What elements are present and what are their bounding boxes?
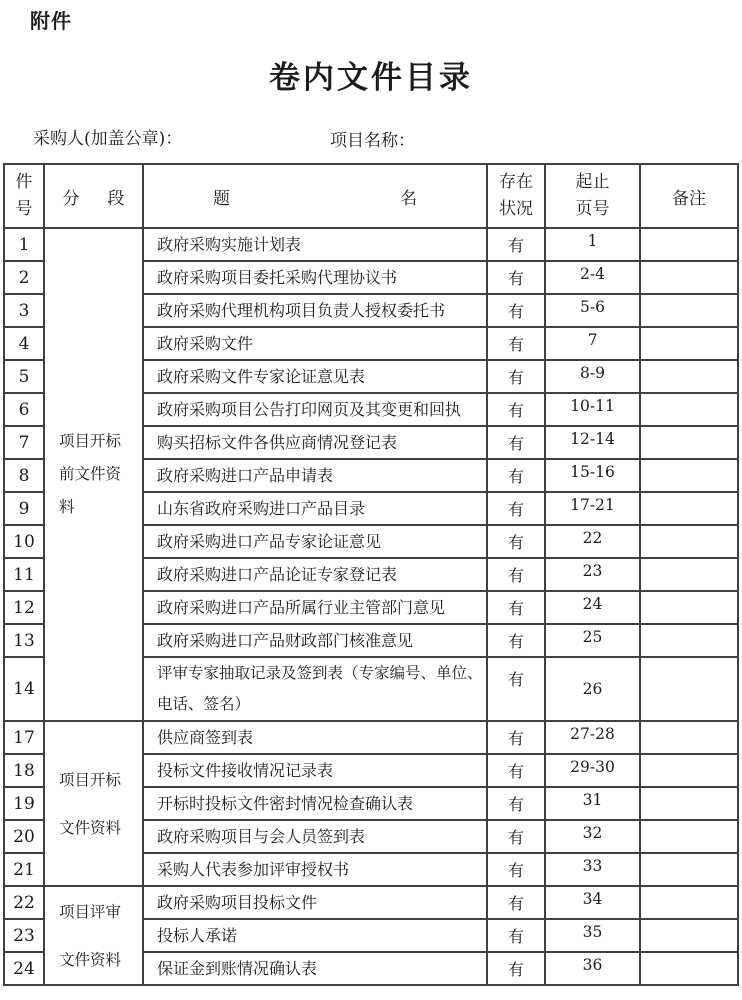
catalog-table-body xyxy=(4,228,738,985)
header-section xyxy=(44,164,143,228)
attachment-label: 附件 xyxy=(30,9,72,33)
title-cell: 政府采购项目公告打印网页及其变更和回执 xyxy=(143,393,487,426)
item-no-cell: 9 xyxy=(4,492,44,525)
note-cell xyxy=(640,886,738,919)
page-title: 卷内文件目录 xyxy=(269,60,473,96)
item-no-cell: 23 xyxy=(4,919,44,952)
status-cell: 有 xyxy=(487,228,545,261)
note-cell xyxy=(640,327,738,360)
pages-cell: 2-4 xyxy=(545,261,640,294)
status-cell: 有 xyxy=(487,327,545,360)
header-title xyxy=(143,164,487,228)
pages-cell: 25 xyxy=(545,624,640,657)
note-cell xyxy=(640,525,738,558)
note-cell xyxy=(640,558,738,591)
status-cell: 有 xyxy=(487,360,545,393)
header-item-no-line1: 件 xyxy=(15,172,33,192)
header-title-char1: 题 xyxy=(213,188,230,209)
title-cell: 政府采购代理机构项目负责人授权委托书 xyxy=(143,294,487,327)
title-cell: 采购人代表参加评审授权书 xyxy=(143,853,487,886)
title-cell: 开标时投标文件密封情况检查确认表 xyxy=(143,787,487,820)
header-status-line2: 状况 xyxy=(499,199,533,219)
header-item-no xyxy=(4,164,44,228)
header-title-char2: 名 xyxy=(400,188,417,209)
header-pages-line1: 起止 xyxy=(575,172,610,192)
note-cell xyxy=(640,754,738,787)
note-cell xyxy=(640,393,738,426)
pages-cell: 22 xyxy=(545,525,640,558)
title-cell: 评审专家抽取记录及签到表（专家编号、单位、电话、签名） xyxy=(143,657,487,721)
item-no-cell: 18 xyxy=(4,754,44,787)
title-cell: 政府采购项目与会人员签到表 xyxy=(143,820,487,853)
pages-cell: 36 xyxy=(545,952,640,985)
item-no-cell: 14 xyxy=(4,657,44,721)
title-cell: 供应商签到表 xyxy=(143,721,487,754)
item-no-cell: 22 xyxy=(4,886,44,919)
pages-cell: 27-28 xyxy=(545,721,640,754)
item-no-cell: 6 xyxy=(4,393,44,426)
table-row xyxy=(4,721,738,754)
pages-cell: 5-6 xyxy=(545,294,640,327)
status-cell: 有 xyxy=(487,492,545,525)
pages-cell: 23 xyxy=(545,558,640,591)
item-no-cell: 17 xyxy=(4,721,44,754)
pages-cell: 33 xyxy=(545,853,640,886)
pages-cell: 26 xyxy=(545,657,640,721)
pages-cell: 8-9 xyxy=(545,360,640,393)
note-cell xyxy=(640,228,738,261)
note-cell xyxy=(640,853,738,886)
item-no-cell: 1 xyxy=(4,228,44,261)
status-cell: 有 xyxy=(487,787,545,820)
note-cell xyxy=(640,426,738,459)
item-no-cell: 12 xyxy=(4,591,44,624)
status-cell: 有 xyxy=(487,558,545,591)
status-cell: 有 xyxy=(487,393,545,426)
note-cell xyxy=(640,787,738,820)
section-cell: 项目开标前文件资料 xyxy=(44,228,143,721)
pages-cell: 17-21 xyxy=(545,492,640,525)
status-cell: 有 xyxy=(487,657,545,721)
header-row xyxy=(4,164,738,228)
header-pages-line2: 页号 xyxy=(575,199,610,219)
note-cell xyxy=(640,591,738,624)
status-cell: 有 xyxy=(487,591,545,624)
pages-cell: 12-14 xyxy=(545,426,640,459)
pages-cell: 35 xyxy=(545,919,640,952)
pages-cell: 1 xyxy=(545,228,640,261)
status-cell: 有 xyxy=(487,624,545,657)
header-section-char1: 分 xyxy=(62,188,80,209)
status-cell: 有 xyxy=(487,261,545,294)
header-note: 备注 xyxy=(640,164,738,228)
item-no-cell: 4 xyxy=(4,327,44,360)
table-row xyxy=(4,886,738,919)
title-cell: 购买招标文件各供应商情况登记表 xyxy=(143,426,487,459)
item-no-cell: 11 xyxy=(4,558,44,591)
item-no-cell: 3 xyxy=(4,294,44,327)
title-cell: 山东省政府采购进口产品目录 xyxy=(143,492,487,525)
status-cell: 有 xyxy=(487,820,545,853)
status-cell: 有 xyxy=(487,525,545,558)
status-cell: 有 xyxy=(487,294,545,327)
item-no-cell: 10 xyxy=(4,525,44,558)
note-cell xyxy=(640,919,738,952)
header-status-line1: 存在 xyxy=(499,172,533,192)
item-no-cell: 24 xyxy=(4,952,44,985)
item-no-cell: 8 xyxy=(4,459,44,492)
catalog-table xyxy=(3,163,739,986)
item-no-cell: 2 xyxy=(4,261,44,294)
note-cell xyxy=(640,721,738,754)
pages-cell: 34 xyxy=(545,886,640,919)
header-item-no-line2: 号 xyxy=(15,199,33,219)
note-cell xyxy=(640,294,738,327)
header-status xyxy=(487,164,545,228)
note-cell xyxy=(640,360,738,393)
status-cell: 有 xyxy=(487,952,545,985)
purchaser-label: 采购人(加盖公章)： xyxy=(33,129,183,149)
title-cell: 保证金到账情况确认表 xyxy=(143,952,487,985)
note-cell xyxy=(640,624,738,657)
pages-cell: 32 xyxy=(545,820,640,853)
header-pages xyxy=(545,164,640,228)
status-cell: 有 xyxy=(487,459,545,492)
pages-cell: 15-16 xyxy=(545,459,640,492)
table-row xyxy=(4,228,738,261)
title-cell: 政府采购进口产品财政部门核准意见 xyxy=(143,624,487,657)
pages-cell: 31 xyxy=(545,787,640,820)
status-cell: 有 xyxy=(487,886,545,919)
title-cell: 政府采购文件 xyxy=(143,327,487,360)
status-cell: 有 xyxy=(487,853,545,886)
title-cell: 政府采购文件专家论证意见表 xyxy=(143,360,487,393)
note-cell xyxy=(640,261,738,294)
status-cell: 有 xyxy=(487,754,545,787)
item-no-cell: 19 xyxy=(4,787,44,820)
title-cell: 投标文件接收情况记录表 xyxy=(143,754,487,787)
status-cell: 有 xyxy=(487,919,545,952)
item-no-cell: 13 xyxy=(4,624,44,657)
title-cell: 政府采购进口产品申请表 xyxy=(143,459,487,492)
title-cell: 投标人承诺 xyxy=(143,919,487,952)
status-cell: 有 xyxy=(487,721,545,754)
pages-cell: 24 xyxy=(545,591,640,624)
item-no-cell: 5 xyxy=(4,360,44,393)
note-cell xyxy=(640,492,738,525)
status-cell: 有 xyxy=(487,426,545,459)
note-cell xyxy=(640,820,738,853)
header-section-char2: 段 xyxy=(107,188,125,209)
note-cell xyxy=(640,657,738,721)
title-cell: 政府采购实施计划表 xyxy=(143,228,487,261)
section-cell: 项目评审文件资料 xyxy=(44,886,143,985)
note-cell xyxy=(640,952,738,985)
project-name-label: 项目名称： xyxy=(330,131,415,151)
pages-cell: 10-11 xyxy=(545,393,640,426)
title-cell: 政府采购进口产品论证专家登记表 xyxy=(143,558,487,591)
title-cell: 政府采购项目委托采购代理协议书 xyxy=(143,261,487,294)
item-no-cell: 7 xyxy=(4,426,44,459)
pages-cell: 29-30 xyxy=(545,754,640,787)
pages-cell: 7 xyxy=(545,327,640,360)
section-cell: 项目开标文件资料 xyxy=(44,721,143,886)
item-no-cell: 20 xyxy=(4,820,44,853)
title-cell: 政府采购项目投标文件 xyxy=(143,886,487,919)
item-no-cell: 21 xyxy=(4,853,44,886)
title-cell: 政府采购进口产品专家论证意见 xyxy=(143,525,487,558)
note-cell xyxy=(640,459,738,492)
title-cell: 政府采购进口产品所属行业主管部门意见 xyxy=(143,591,487,624)
